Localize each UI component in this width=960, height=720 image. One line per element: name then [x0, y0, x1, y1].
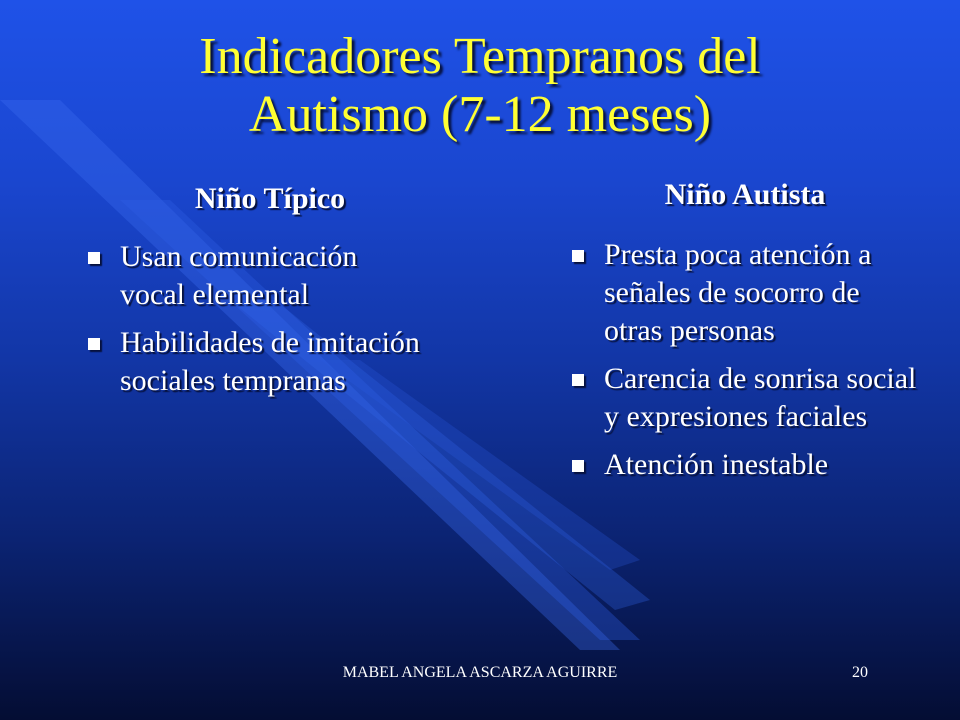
- right-column-list: [572, 236, 922, 494]
- list-item-text: Carencia de sonrisa social y expresiones faciales: [604, 362, 917, 433]
- slide-title: [80, 28, 880, 144]
- left-column-list: [88, 238, 428, 410]
- list-item-text: Habilidades de imitación sociales tempranas: [120, 326, 420, 397]
- left-column-heading: Niño Típico: [194, 182, 346, 215]
- list-item: [572, 236, 922, 350]
- slide-title-line2: Autismo (7-12 meses): [248, 86, 712, 143]
- list-item-text: Atención inestable: [604, 448, 829, 481]
- square-bullet-icon: [88, 338, 100, 350]
- list-item-text: Usan comunicación vocal elemental: [120, 240, 358, 311]
- list-item: [88, 238, 428, 314]
- list-item-text: Presta poca atención a señales de socorro de otras personas: [604, 238, 872, 347]
- right-column-heading: Niño Autista: [664, 178, 826, 211]
- page-number: 20: [852, 664, 868, 681]
- list-item: [88, 324, 428, 400]
- square-bullet-icon: [572, 460, 584, 472]
- square-bullet-icon: [572, 250, 584, 262]
- list-item: [572, 360, 922, 436]
- slide-title-line1: Indicadores Tempranos del: [199, 28, 761, 85]
- square-bullet-icon: [572, 374, 584, 386]
- list-item: [572, 446, 922, 484]
- footer-author: MABEL ANGELA ASCARZA AGUIRRE: [342, 664, 618, 681]
- square-bullet-icon: [88, 252, 100, 264]
